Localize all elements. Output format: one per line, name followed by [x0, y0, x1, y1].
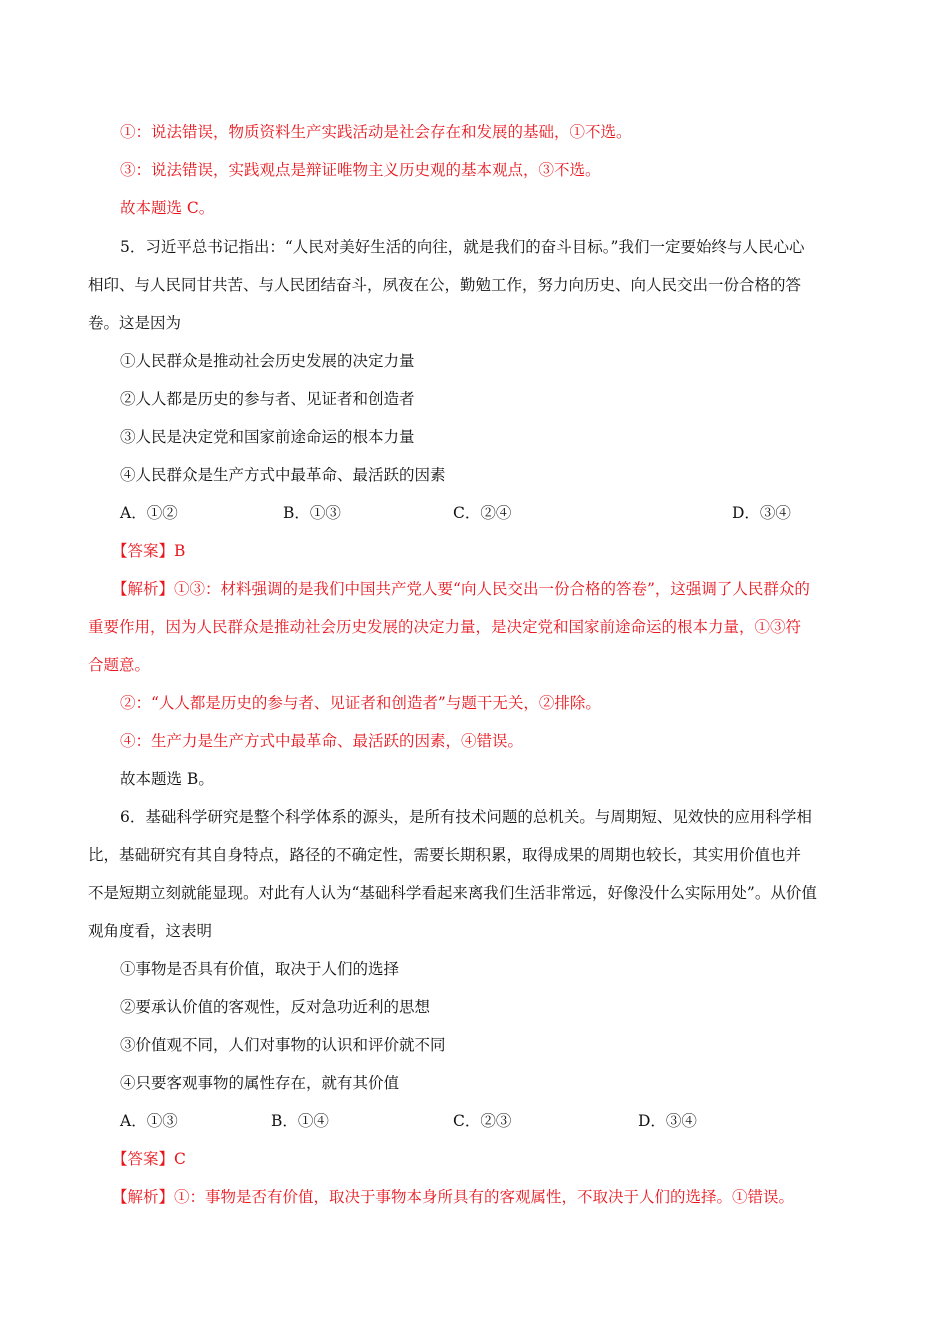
q6-answer: [112, 1149, 186, 1169]
q5-item-1: ①人民群众是推动社会历史发展的决定力量: [120, 352, 415, 370]
q6-stem-line-4: 观角度看，这表明: [88, 922, 213, 940]
q6-answer-tag: 【答案】: [112, 1150, 175, 1168]
q5-item-3: ③人民是决定党和国家前途命运的根本力量: [120, 428, 415, 446]
q5-option-a: A．①②: [120, 504, 178, 522]
q5-stem-line-3: 卷。这是因为: [88, 314, 182, 332]
q5-analysis-line-4: ②：“人人都是历史的参与者、见证者和创造者”与题干无关，②排除。: [120, 694, 601, 712]
q5-analysis-tag: 【解析】: [112, 580, 175, 598]
q6-item-4: ④只要客观事物的属性存在，就有其价值: [120, 1074, 400, 1092]
q6-option-d: D．③④: [638, 1112, 697, 1130]
q6-analysis-tag: 【解析】: [112, 1188, 175, 1206]
q6-item-1: ①事物是否具有价值，取决于人们的选择: [120, 960, 400, 978]
q6-item-3: ③价值观不同，人们对事物的认识和评价就不同: [120, 1036, 446, 1054]
q5-option-c: C．②④: [453, 504, 512, 522]
q6-option-b: B．①④: [271, 1112, 329, 1130]
q6-stem-line-1: 6．基础科学研究是整个科学体系的源头，是所有技术问题的总机关。与周期短、见效快的应用科学相: [120, 808, 812, 826]
q6-stem-line-2: 比，基础研究有其自身特点，路径的不确定性，需要长期积累，取得成果的周期也较长，其实用价值也并: [88, 846, 802, 864]
q5-item-2: ②人人都是历史的参与者、见证者和创造者: [120, 390, 415, 408]
q5-item-4: ④人民群众是生产方式中最革命、最活跃的因素: [120, 466, 446, 484]
q6-stem-line-3: 不是短期立刻就能显现。对此有人认为“基础科学看起来离我们生活非常远，好像没什么实际用处”。从价值: [88, 884, 817, 902]
q6-option-c: C．②③: [453, 1112, 512, 1130]
q5-stem-line-1: 5．习近平总书记指出：“人民对美好生活的向往，就是我们的奋斗目标。”我们一定要始终与人民心心: [120, 238, 805, 256]
q5-analysis-line-2: 重要作用，因为人民群众是推动社会历史发展的决定力量，是决定党和国家前途命运的根本力量，①③符: [88, 618, 802, 636]
q5-answer-value: B: [174, 542, 186, 560]
q5-stem-line-2: 相印、与人民同甘共苦、与人民团结奋斗，夙夜在公，勤勉工作，努力向历史、向人民交出一份合格的答: [88, 276, 802, 294]
q5-answer-tag: 【答案】: [112, 542, 175, 560]
q6-analysis-text-1: ①：事物是否有价值，取决于事物本身所具有的客观属性，不取决于人们的选择。①错误。: [174, 1188, 795, 1206]
q4-analysis-line-1: ①：说法错误，物质资料生产实践活动是社会存在和发展的基础，①不选。: [120, 123, 632, 141]
q5-analysis-line-1: [112, 579, 810, 599]
q5-answer: [112, 541, 185, 561]
q6-analysis-line-1: [112, 1187, 794, 1207]
q5-analysis-text-1: ①③：材料强调的是我们中国共产党人要“向人民交出一份合格的答卷”，这强调了人民群众的: [174, 580, 810, 598]
q5-option-b: B．①③: [283, 504, 341, 522]
q6-answer-value: C: [174, 1150, 186, 1168]
q4-conclusion: 故本题选 C。: [120, 199, 215, 217]
q6-item-2: ②要承认价值的客观性，反对急功近利的思想: [120, 998, 431, 1016]
q5-analysis-line-3: 合题意。: [88, 656, 151, 674]
q6-option-a: A．①③: [120, 1112, 178, 1130]
q5-conclusion: 故本题选 B。: [120, 770, 214, 788]
q5-analysis-line-5: ④：生产力是生产方式中最革命、最活跃的因素，④错误。: [120, 732, 524, 750]
q5-option-d: D．③④: [732, 504, 791, 522]
q4-analysis-line-2: ③：说法错误，实践观点是辩证唯物主义历史观的基本观点，③不选。: [120, 161, 601, 179]
